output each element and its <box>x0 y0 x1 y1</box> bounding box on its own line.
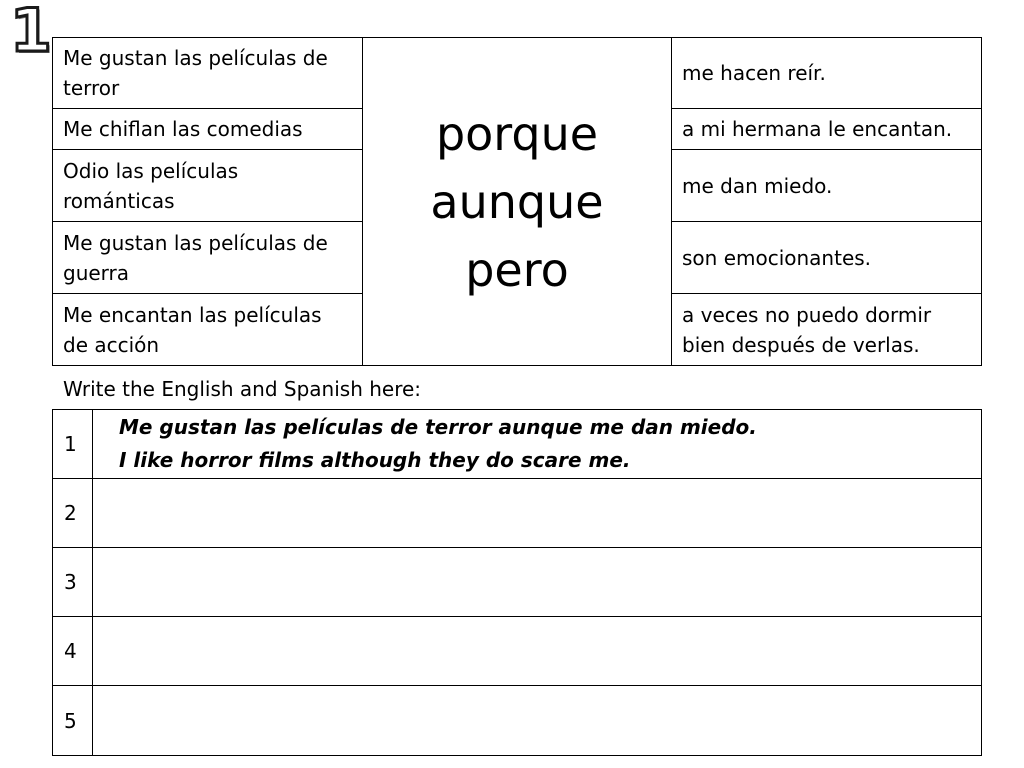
connectors-cell <box>363 38 672 366</box>
slide-number: 1 <box>10 0 52 66</box>
answer-row <box>53 617 982 686</box>
phrase-left-cell: Odio las películas románticas <box>53 150 363 222</box>
answer-row <box>53 686 982 756</box>
answer-table <box>52 409 982 756</box>
answer-space[interactable] <box>93 410 982 479</box>
phrase-right-cell: a veces no puedo dormir bien después de verlas. <box>672 294 982 366</box>
instruction-label: Write the English and Spanish here: <box>63 377 422 401</box>
connector-word: aunque <box>430 174 604 229</box>
phrase-table <box>52 37 982 366</box>
answer-space[interactable] <box>93 686 982 756</box>
answer-row <box>53 479 982 548</box>
answer-number: 4 <box>53 617 93 686</box>
phrase-right-cell: a mi hermana le encantan. <box>672 109 982 150</box>
phrase-left-cell: Me gustan las películas de guerra <box>53 222 363 294</box>
answer-space[interactable] <box>93 617 982 686</box>
answer-number: 3 <box>53 548 93 617</box>
phrase-right-cell: me hacen reír. <box>672 38 982 109</box>
connector-word: pero <box>465 242 569 297</box>
answer-space[interactable] <box>93 548 982 617</box>
phrase-right-cell: son emocionantes. <box>672 222 982 294</box>
phrase-right-cell: me dan miedo. <box>672 150 982 222</box>
phrase-left-cell: Me chiflan las comedias <box>53 109 363 150</box>
example-english-sentence: I like horror films although they do scare me. <box>119 448 631 472</box>
example-spanish-sentence: Me gustan las películas de terror aunque me dan miedo. <box>119 415 757 439</box>
answer-space[interactable] <box>93 479 982 548</box>
phrase-left-cell: Me encantan las películas de acción <box>53 294 363 366</box>
answer-number: 5 <box>53 686 93 756</box>
connector-word: porque <box>435 106 599 161</box>
answer-row <box>53 548 982 617</box>
phrase-left-cell: Me gustan las películas de terror <box>53 38 363 109</box>
answer-number: 2 <box>53 479 93 548</box>
answer-number: 1 <box>53 410 93 479</box>
phrase-row <box>53 38 982 109</box>
answer-row <box>53 410 982 479</box>
